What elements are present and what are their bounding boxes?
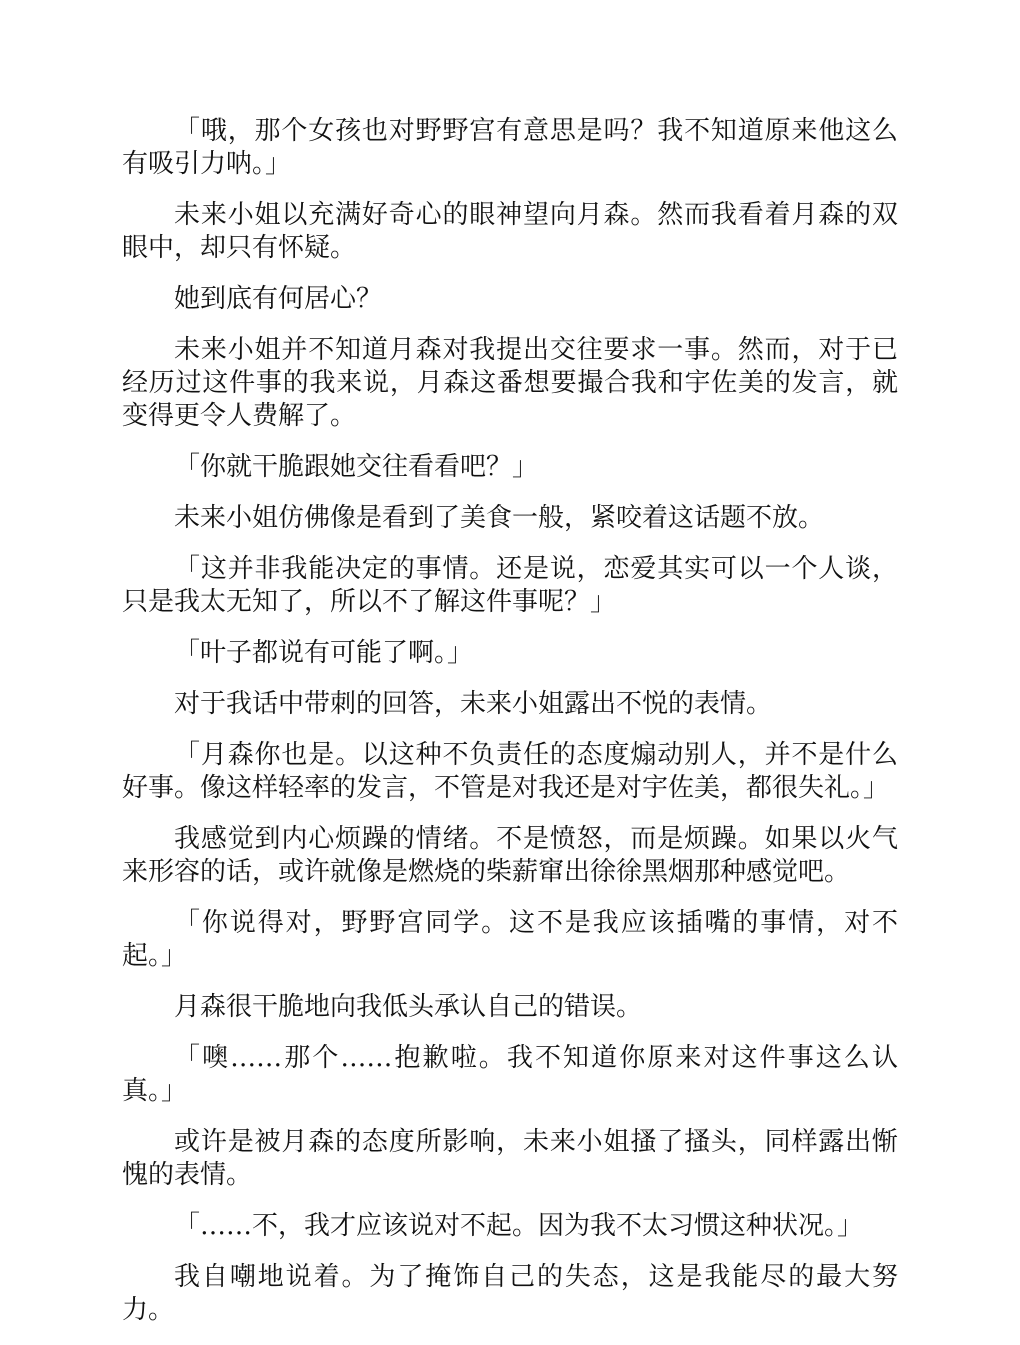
paragraph: 月森很干脆地向我低头承认自己的错误。 [174, 992, 643, 1022]
paragraph: 未来小姐以充满好奇心的眼神望向月森。然而我看着月森的双眼中，却只有怀疑。 [122, 200, 898, 263]
paragraph: 「你说得对，野野宫同学。这不是我应该插嘴的事情，对不起。」 [122, 908, 898, 971]
paragraph: 对于我话中带刺的回答，未来小姐露出不悦的表情。 [174, 689, 773, 719]
paragraph: 「这并非我能决定的事情。还是说，恋爱其实可以一个人谈，只是我太无知了，所以不了解这件事呢？」 [122, 554, 898, 617]
paragraph: 未来小姐并不知道月森对我提出交往要求一事。然而，对于已经历过这件事的我来说，月森这番想要撮合我和宇佐美的发言，就变得更令人费解了。 [122, 335, 898, 431]
paragraph: 未来小姐仿佛像是看到了美食一般，紧咬着这话题不放。 [174, 503, 825, 533]
paragraph: 我感觉到内心烦躁的情绪。不是愤怒，而是烦躁。如果以火气来形容的话，或许就像是燃烧的柴薪窜出徐徐黑烟那种感觉吧。 [122, 824, 898, 887]
paragraph: 「哦，那个女孩也对野野宫有意思是吗？我不知道原来他这么有吸引力呐。」 [122, 116, 898, 179]
paragraph: 「叶子都说有可能了啊。」 [174, 638, 474, 668]
paragraph: 「你就干脆跟她交往看看吧？」 [174, 452, 539, 482]
paragraph: 「月森你也是。以这种不负责任的态度煽动别人，并不是什么好事。像这样轻率的发言，不管是对我还是对宇佐美，都很失礼。」 [122, 740, 898, 803]
body-text [122, 115, 898, 1345]
paragraph: 我自嘲地说着。为了掩饰自己的失态，这是我能尽的最大努力。 [122, 1262, 898, 1325]
paragraph: 她到底有何居心？ [174, 284, 383, 314]
paragraph: 或许是被月森的态度所影响，未来小姐搔了搔头，同样露出惭愧的表情。 [122, 1127, 898, 1190]
paragraph: 「噢……那个……抱歉啦。我不知道你原来对这件事这么认真。」 [122, 1043, 898, 1106]
paragraph: 「……不，我才应该说对不起。因为我不太习惯这种状况。」 [174, 1211, 864, 1241]
